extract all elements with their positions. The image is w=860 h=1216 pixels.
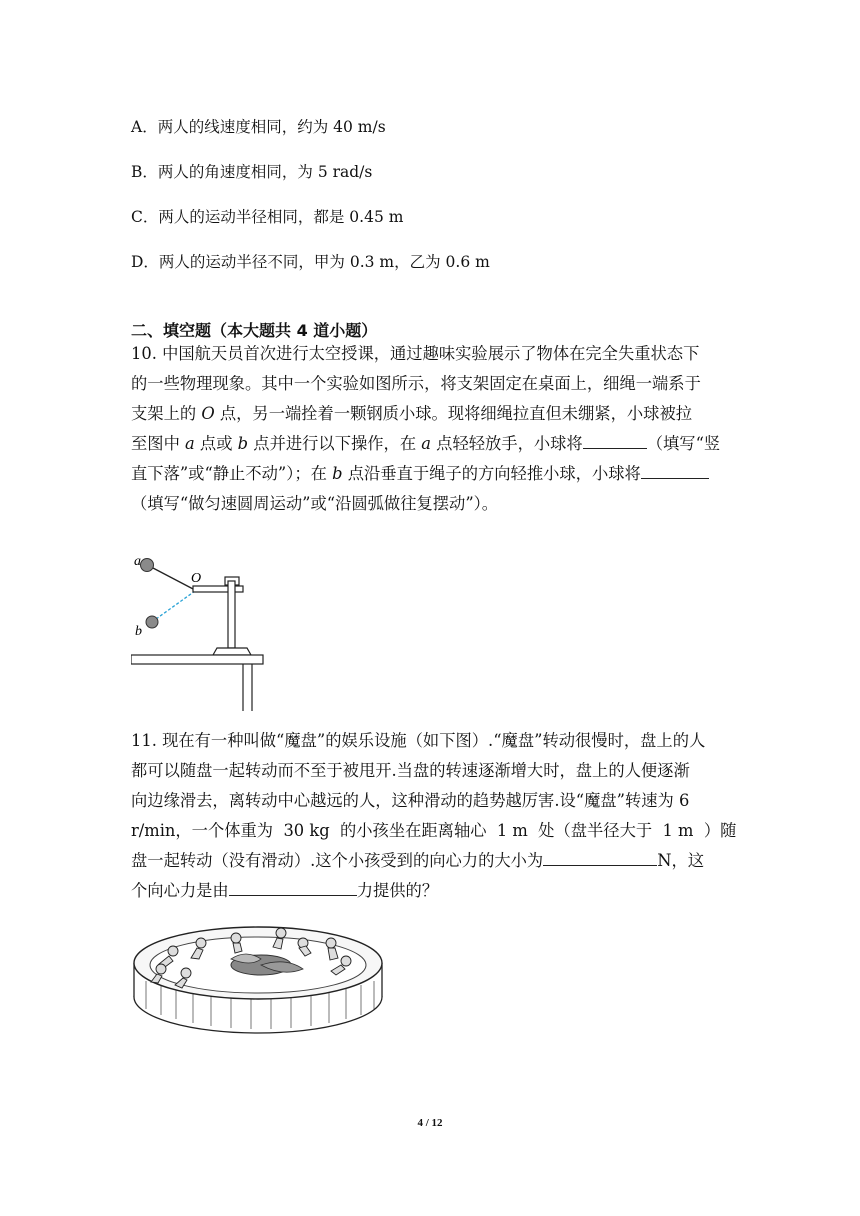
table-top xyxy=(131,655,263,664)
q10-line-3: 支架上的 O 点，另一端拴着一颗钢质小球。现将细绳拉直但未绷紧，小球被拉 xyxy=(131,404,693,423)
q11-line-3: 向边缘滑去，离转动中心越远的人，这种滑动的趋势越厉害.设“魔盘”转速为 6 xyxy=(131,791,690,810)
answer-blank-1[interactable] xyxy=(583,431,647,449)
option-c: C．两人的运动半径相同，都是 0.45 m xyxy=(131,208,404,226)
stand-base xyxy=(213,648,251,655)
answer-blank-3[interactable] xyxy=(543,848,657,866)
q10-line-6: （填写“做匀速圆周运动”或“沿圆弧做往复摆动”）。 xyxy=(131,494,499,513)
question-11 xyxy=(131,726,737,906)
q11-line-2: 都可以随盘一起转动而不至于被甩开.当盘的转速逐渐增大时，盘上的人便逐渐 xyxy=(131,761,690,780)
q10-line-1: 10. 中国航天员首次进行太空授课，通过趣味实验展示了物体在完全失重状态下 xyxy=(131,344,700,363)
answer-blank-2[interactable] xyxy=(641,461,709,479)
ball-b xyxy=(146,616,158,628)
q11-line-6: 个向心力是由 力提供的？ xyxy=(131,876,731,906)
string-b-dashed xyxy=(156,591,195,619)
section-title: 二、填空题（本大题共 4 道小题） xyxy=(131,321,378,340)
question-10 xyxy=(131,339,731,519)
string-a xyxy=(153,568,195,590)
q10-line-4: 至图中 a 点或 b 点并进行以下操作，在 a 点轻轻放手，小球将 （填写“竖 xyxy=(131,429,731,459)
fig-label-a: a xyxy=(134,554,141,569)
q10-line-5: 直下落”或“静止不动”）；在 b 点沿垂直于绳子的方向轻推小球，小球将 xyxy=(131,459,731,489)
q11-line-1: 11. 现在有一种叫做“魔盘”的娱乐设施（如下图）.“魔盘”转动很慢时，盘上的人 xyxy=(131,731,706,750)
fig-label-b: b xyxy=(135,624,142,639)
option-d: D．两人的运动半径不同，甲为 0.3 m，乙为 0.6 m xyxy=(131,253,490,271)
magic-disk-figure xyxy=(131,921,386,1036)
option-a: A．两人的线速度相同，约为 40 m/s xyxy=(131,118,386,136)
q11-line-4: r/min，一个体重为 30 kg 的小孩坐在距离轴心 1 m 处（盘半径大于 1 m ）随 xyxy=(131,821,737,840)
q10-line-2: 的一些物理现象。其中一个实验如图所示，将支架固定在桌面上，细绳一端系于 xyxy=(131,374,701,393)
pendulum-stand-figure xyxy=(131,549,271,711)
point-o-text: O xyxy=(201,404,215,423)
ball-a xyxy=(141,559,154,572)
fig-label-o: O xyxy=(191,571,202,586)
q11-line-5: 盘一起转动（没有滑动）.这个小孩受到的向心力的大小为 N，这 xyxy=(131,846,731,876)
option-b: B．两人的角速度相同，为 5 rad/s xyxy=(131,163,373,181)
answer-blank-4[interactable] xyxy=(229,878,357,896)
page-number: 4 / 12 xyxy=(417,1117,443,1129)
stand-pole xyxy=(228,581,235,648)
